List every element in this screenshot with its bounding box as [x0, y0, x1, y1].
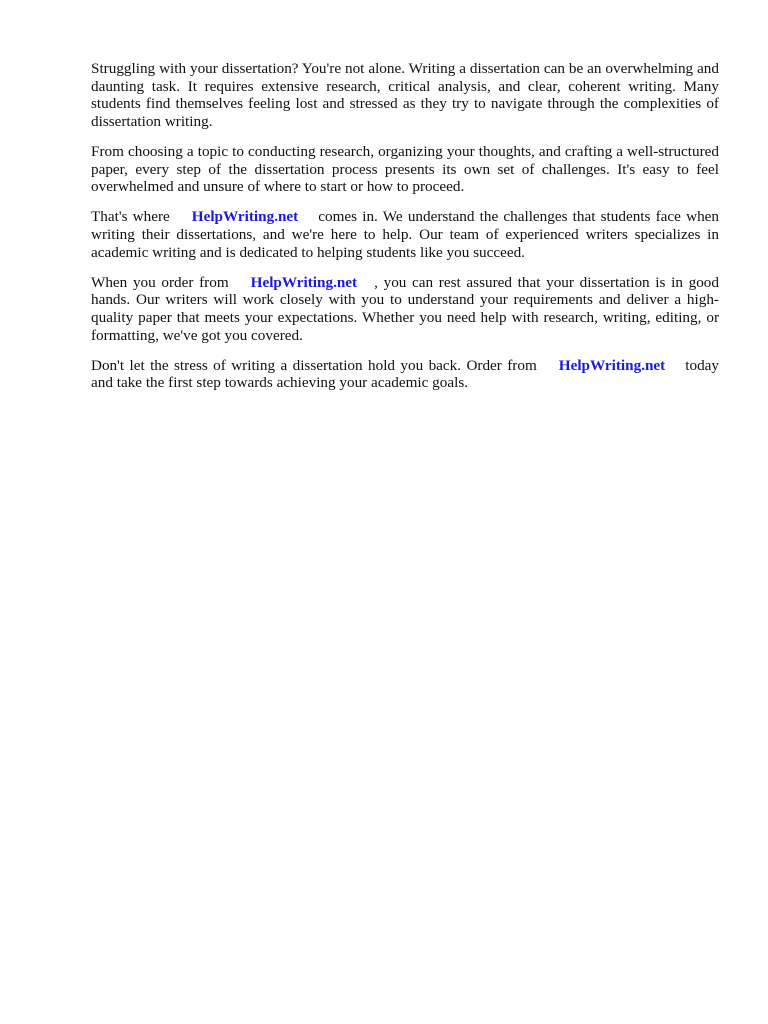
document-body — [91, 60, 719, 404]
helpwriting-link-1[interactable]: HelpWriting.net — [191, 208, 299, 226]
paragraph-order — [91, 274, 719, 344]
paragraph-intro — [91, 60, 719, 130]
paragraph-service-text-before: That's where — [91, 208, 170, 226]
paragraph-service — [91, 208, 719, 261]
paragraph-challenges — [91, 143, 719, 196]
paragraph-order-text-after: , you can rest assured that your dissertation is in good hands. Our writers will work closely with you to understand your requirements and deliver a high-quality paper that meets your expectations. Whether you need help with research, writing, editing, or formatting, we've got you covered. — [91, 273, 719, 344]
paragraph-cta — [91, 357, 719, 392]
paragraph-cta-text-after: today and take the first step towards achieving your academic goals. — [91, 356, 719, 392]
helpwriting-link-3[interactable]: HelpWriting.net — [558, 356, 666, 374]
paragraph-challenges-text: From choosing a topic to conducting research, organizing your thoughts, and crafting a well-structured paper, every step of the dissertation process presents its own set of challenges. It's easy to feel overwhelmed and unsure of where to start or how to proceed. — [91, 142, 719, 196]
paragraph-order-text-before: When you order from — [91, 273, 229, 291]
helpwriting-link-2[interactable]: HelpWriting.net — [250, 273, 358, 291]
paragraph-cta-text-before: Don't let the stress of writing a dissertation hold you back. Order from — [91, 356, 537, 374]
paragraph-service-text-after: comes in. We understand the challenges that students face when writing their dissertations, and we're here to help. Our team of experienced writers specializes in academic writing and is dedicated to helping students like you succeed. — [91, 208, 719, 261]
paragraph-intro-text: Struggling with your dissertation? You're not alone. Writing a dissertation can be an overwhelming and daunting task. It requires extensive research, critical analysis, and clear, coherent writing. Many students find themselves feeling lost and stressed as they try to navigate through the complexities of dissertation writing. — [91, 60, 719, 130]
